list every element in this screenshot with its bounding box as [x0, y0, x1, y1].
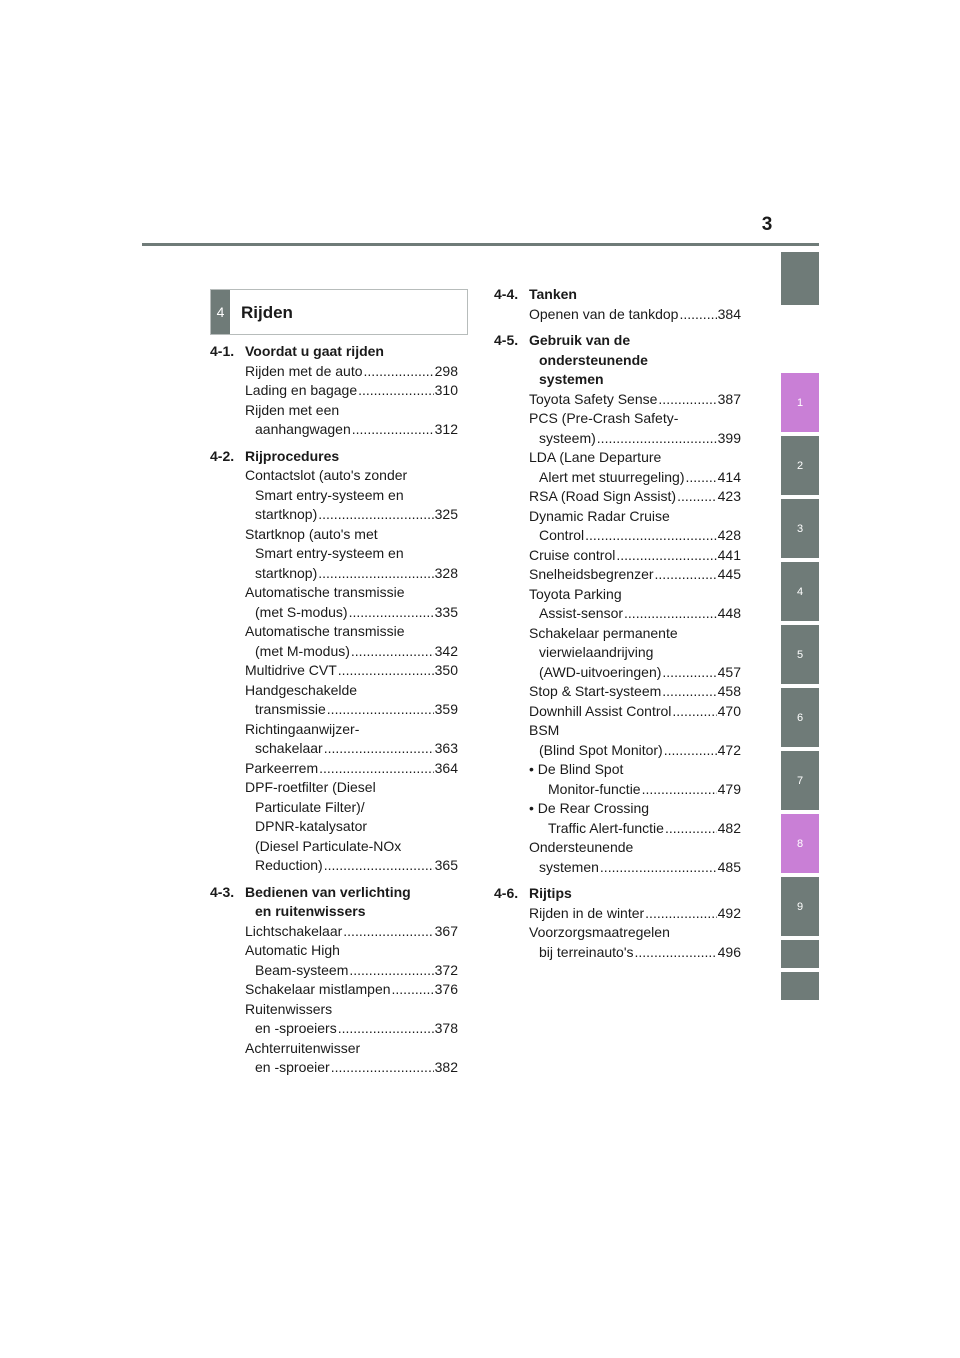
- entry-text: DPNR-katalysator: [255, 818, 368, 834]
- entry-text: (met M-modus): [255, 642, 350, 659]
- toc-entry[interactable]: [245, 583, 458, 622]
- entry-text: en -sproeier: [255, 1059, 330, 1075]
- entry-text: Downhill Assist Control: [529, 702, 672, 719]
- entry-text: • De Rear Crossing: [529, 800, 650, 816]
- toc-entry[interactable]: [245, 381, 458, 401]
- entry-page-number: 342: [434, 642, 458, 659]
- dot-leader: [324, 856, 434, 876]
- dot-leader: [645, 904, 716, 924]
- toc-section: [494, 285, 741, 324]
- section-heading[interactable]: [210, 342, 458, 362]
- toc-entry[interactable]: [245, 720, 458, 759]
- entry-text: RSA (Road Sign Assist): [529, 488, 677, 504]
- section-heading[interactable]: [210, 883, 458, 922]
- toc-section: [494, 884, 741, 962]
- toc-section: [210, 883, 458, 1078]
- toc-section: [494, 331, 741, 877]
- thumb-tab-1: 1: [781, 373, 819, 432]
- entry-text: Multidrive CVT: [245, 662, 337, 678]
- dot-leader: [677, 487, 717, 507]
- entry-text: BSM: [529, 722, 560, 738]
- entry-page-number: 364: [434, 759, 458, 776]
- toc-entry[interactable]: [529, 546, 741, 566]
- entry-text: en -sproeiers: [255, 1020, 337, 1036]
- toc-entry[interactable]: [529, 585, 741, 624]
- dot-leader: [318, 564, 433, 584]
- dot-leader: [662, 663, 716, 683]
- section-number: 4-1.: [210, 343, 235, 359]
- thumb-tab-7: 7: [781, 751, 819, 810]
- entry-text: (Blind Spot Monitor): [539, 741, 663, 758]
- section-title-line: Gebruik van de: [529, 332, 631, 348]
- entry-page-number: 457: [717, 663, 741, 680]
- toc-entry[interactable]: [529, 760, 741, 799]
- entry-page-number: 470: [717, 702, 741, 719]
- dot-leader: [352, 420, 434, 440]
- toc-entry[interactable]: [529, 624, 741, 683]
- entry-text: Lichtschakelaar: [245, 922, 343, 939]
- dot-leader: [349, 961, 433, 981]
- thumb-tab-6: 6: [781, 688, 819, 747]
- entry-text: Monitor-functie: [548, 780, 641, 797]
- entry-page-number: 376: [434, 981, 458, 997]
- thumb-tab-2: 2: [781, 436, 819, 495]
- entry-text: bij terreinauto's: [539, 943, 634, 960]
- entry-page-number: 372: [434, 961, 458, 978]
- section-title-line: ondersteunende: [539, 351, 648, 368]
- entry-page-number: 485: [717, 858, 741, 875]
- dot-leader: [686, 468, 717, 488]
- entry-text: Automatic High: [245, 942, 340, 958]
- entry-text: Alert met stuurregeling): [539, 468, 685, 485]
- section-heading[interactable]: [494, 884, 741, 904]
- section-title: [529, 285, 741, 305]
- toc-entry[interactable]: [245, 661, 458, 681]
- entry-text: Schakelaar permanente: [529, 624, 678, 641]
- entry-text: systemen: [539, 858, 599, 875]
- entry-text: (Diesel Particulate-NOx: [255, 837, 402, 854]
- entry-page-number: 384: [717, 305, 741, 322]
- entry-text: Control: [539, 527, 585, 543]
- toc-entry[interactable]: [529, 682, 741, 702]
- chapter-title: Rijden: [241, 303, 293, 322]
- entry-page-number: 363: [434, 740, 458, 756]
- toc-entry[interactable]: [245, 941, 458, 980]
- entry-text: Stop & Start-systeem: [529, 683, 662, 699]
- entry-page-number: 492: [717, 904, 741, 921]
- section-title: [245, 447, 458, 467]
- thumb-tab-blank: [781, 972, 819, 1000]
- section-title: [245, 883, 458, 922]
- entry-page-number: 482: [717, 819, 741, 836]
- dot-leader: [343, 922, 433, 942]
- dot-leader: [392, 980, 434, 1000]
- dot-leader: [624, 604, 717, 624]
- entry-text: systeem): [539, 429, 596, 446]
- entry-page-number: 458: [717, 683, 741, 699]
- entry-page-number: 445: [717, 566, 741, 582]
- toc-entry[interactable]: [529, 702, 741, 722]
- entry-text: startknop): [255, 506, 318, 522]
- entry-text: aanhangwagen: [255, 421, 351, 437]
- dot-leader: [616, 546, 716, 566]
- toc-entry[interactable]: [245, 622, 458, 661]
- toc-entry[interactable]: [529, 904, 741, 924]
- toc-entry[interactable]: [529, 305, 741, 325]
- toc-entry[interactable]: [529, 448, 741, 487]
- dot-leader: [662, 682, 716, 702]
- dot-leader: [327, 700, 434, 720]
- entry-text: Automatische transmissie: [245, 584, 405, 600]
- chapter-number: 4: [211, 290, 230, 334]
- thumb-tab-3: 3: [781, 499, 819, 558]
- dot-leader: [672, 702, 716, 722]
- entry-text: schakelaar: [255, 740, 323, 756]
- entry-text: Particulate Filter)/: [255, 798, 365, 815]
- entry-text: Assist-sensor: [539, 605, 624, 621]
- entry-text: Toyota Parking: [529, 585, 622, 602]
- thumb-tab-9: 9: [781, 877, 819, 936]
- entry-text: Parkeerrem: [245, 759, 319, 776]
- entry-page-number: 367: [434, 922, 458, 939]
- entry-text: Lading en bagage: [245, 382, 358, 398]
- entry-text: (AWD-uitvoeringen): [539, 663, 662, 680]
- dot-leader: [585, 526, 717, 546]
- dot-leader: [324, 739, 434, 759]
- dot-leader: [318, 505, 433, 525]
- toc-entry[interactable]: [529, 838, 741, 877]
- thumb-tab-blank: [781, 940, 819, 968]
- entry-page-number: 496: [717, 943, 741, 960]
- entry-text: Smart entry-systeem en: [255, 545, 404, 561]
- dot-leader: [665, 819, 717, 839]
- entry-text: Rijden met de auto: [245, 362, 363, 379]
- section-title-line: Tanken: [529, 286, 577, 302]
- entry-text: Automatische transmissie: [245, 623, 405, 639]
- entry-text: (met S-modus): [255, 603, 348, 620]
- thumb-tab-blank: [781, 252, 819, 305]
- entry-text: Ruitenwissers: [245, 1000, 333, 1017]
- toc-entry[interactable]: [529, 799, 741, 838]
- toc-entry[interactable]: [529, 923, 741, 962]
- entry-text: transmissie: [255, 701, 326, 717]
- section-title-line: systemen: [539, 371, 604, 387]
- toc-right-column: [494, 285, 741, 969]
- section-number: 4-6.: [494, 885, 519, 901]
- dot-leader: [338, 1019, 434, 1039]
- entry-text: Startknop (auto's met: [245, 525, 378, 542]
- toc-entry[interactable]: [529, 565, 741, 585]
- entry-text: startknop): [255, 564, 318, 581]
- entry-page-number: 365: [434, 857, 458, 873]
- toc-entry[interactable]: [245, 362, 458, 382]
- entry-page-number: 479: [717, 780, 741, 797]
- toc-entry[interactable]: [529, 721, 741, 760]
- dot-leader: [351, 642, 434, 662]
- section-title-line: Voordat u gaat rijden: [245, 343, 384, 359]
- entry-text: Contactslot (auto's zonder: [245, 467, 408, 483]
- section-heading[interactable]: [494, 331, 741, 390]
- section-number: 4-5.: [494, 332, 519, 348]
- entry-text: Schakelaar mistlampen: [245, 981, 391, 997]
- entry-page-number: 350: [434, 662, 458, 678]
- section-title: [529, 884, 741, 904]
- entry-page-number: 448: [717, 605, 741, 621]
- toc-entry[interactable]: [245, 922, 458, 942]
- dot-leader: [635, 943, 717, 963]
- entry-text: Snelheidsbegrenzer: [529, 566, 654, 582]
- section-title-line: en ruitenwissers: [255, 903, 366, 919]
- entry-text: Ondersteunende: [529, 839, 634, 855]
- toc-entry[interactable]: [245, 1039, 458, 1078]
- toc-entry[interactable]: [245, 466, 458, 525]
- entry-page-number: 423: [717, 488, 741, 504]
- dot-leader: [349, 603, 434, 623]
- entry-page-number: 378: [434, 1020, 458, 1036]
- toc-entry[interactable]: [245, 681, 458, 720]
- entry-page-number: 328: [434, 564, 458, 581]
- entry-text: DPF-roetfilter (Diesel: [245, 779, 376, 795]
- entry-text: Beam-systeem: [255, 961, 349, 978]
- toc-entry[interactable]: [529, 390, 741, 410]
- entry-page-number: 359: [434, 701, 458, 717]
- entry-page-number: 310: [434, 382, 458, 398]
- thumb-tab-8: 8: [781, 814, 819, 873]
- entry-text: Rijden met een: [245, 401, 340, 418]
- entry-page-number: 399: [717, 429, 741, 446]
- entry-text: Openen van de tankdop: [529, 305, 679, 322]
- entry-text: Dynamic Radar Cruise: [529, 507, 670, 524]
- section-number: 4-2.: [210, 447, 235, 464]
- dot-leader: [679, 305, 716, 325]
- page-number: 3: [761, 214, 773, 235]
- header-rule: [142, 243, 819, 246]
- entry-page-number: 414: [717, 468, 741, 485]
- toc-entry[interactable]: [245, 980, 458, 1000]
- entry-page-number: 428: [717, 527, 741, 543]
- entry-text: LDA (Lane Departure: [529, 449, 662, 465]
- dot-leader: [597, 429, 717, 449]
- thumb-tab-4: 4: [781, 562, 819, 621]
- entry-page-number: 298: [434, 362, 458, 379]
- section-number: 4-3.: [210, 883, 235, 900]
- toc-entry[interactable]: [245, 401, 458, 440]
- entry-text: Toyota Safety Sense: [529, 390, 658, 407]
- section-heading[interactable]: [210, 447, 458, 467]
- dot-leader: [642, 780, 717, 800]
- toc-entry[interactable]: [245, 759, 458, 779]
- entry-page-number: 335: [434, 603, 458, 620]
- toc-entry[interactable]: [245, 1000, 458, 1039]
- toc-section: [210, 342, 458, 440]
- entry-page-number: 441: [717, 546, 741, 563]
- entry-text: Handgeschakelde: [245, 681, 358, 698]
- section-number: 4-4.: [494, 286, 519, 302]
- entry-text: Smart entry-systeem en: [255, 486, 404, 503]
- toc-entry[interactable]: [529, 487, 741, 507]
- toc-entry[interactable]: [529, 409, 741, 448]
- entry-text: Cruise control: [529, 546, 616, 563]
- dot-leader: [331, 1058, 434, 1078]
- entry-text: Traffic Alert-functie: [548, 819, 664, 836]
- section-title: [245, 342, 458, 362]
- toc-left-column: [210, 342, 458, 1085]
- entry-page-number: 312: [434, 421, 458, 437]
- entry-page-number: 472: [717, 741, 741, 758]
- toc-entry[interactable]: [529, 507, 741, 546]
- entry-page-number: 382: [434, 1059, 458, 1075]
- dot-leader: [600, 858, 717, 878]
- thumb-tab-5: 5: [781, 625, 819, 684]
- entry-text: Richtingaanwijzer-: [245, 720, 360, 737]
- dot-leader: [358, 381, 434, 401]
- entry-text: vierwielaandrijving: [539, 644, 654, 660]
- chapter-box: [210, 289, 468, 335]
- toc-section: [210, 447, 458, 876]
- entry-page-number: 387: [717, 390, 741, 407]
- dot-leader: [364, 362, 434, 382]
- toc-entry[interactable]: [245, 778, 458, 876]
- section-title-line: Bedienen van verlichting: [245, 883, 411, 900]
- entry-text: Achterruitenwisser: [245, 1039, 361, 1056]
- section-title-line: Rijtips: [529, 885, 572, 901]
- section-heading[interactable]: [494, 285, 741, 305]
- dot-leader: [664, 741, 717, 761]
- dot-leader: [658, 390, 716, 410]
- entry-text: PCS (Pre-Crash Safety-: [529, 410, 679, 426]
- entry-text: • De Blind Spot: [529, 761, 624, 777]
- section-title-line: Rijprocedures: [245, 447, 340, 464]
- dot-leader: [319, 759, 434, 779]
- entry-text: Voorzorgsmaatregelen: [529, 924, 670, 940]
- entry-text: Rijden in de winter: [529, 904, 645, 921]
- entry-page-number: 325: [434, 506, 458, 522]
- entry-text: Reduction): [255, 857, 323, 873]
- dot-leader: [338, 661, 434, 681]
- section-title: [529, 331, 741, 390]
- dot-leader: [655, 565, 717, 585]
- toc-entry[interactable]: [245, 525, 458, 584]
